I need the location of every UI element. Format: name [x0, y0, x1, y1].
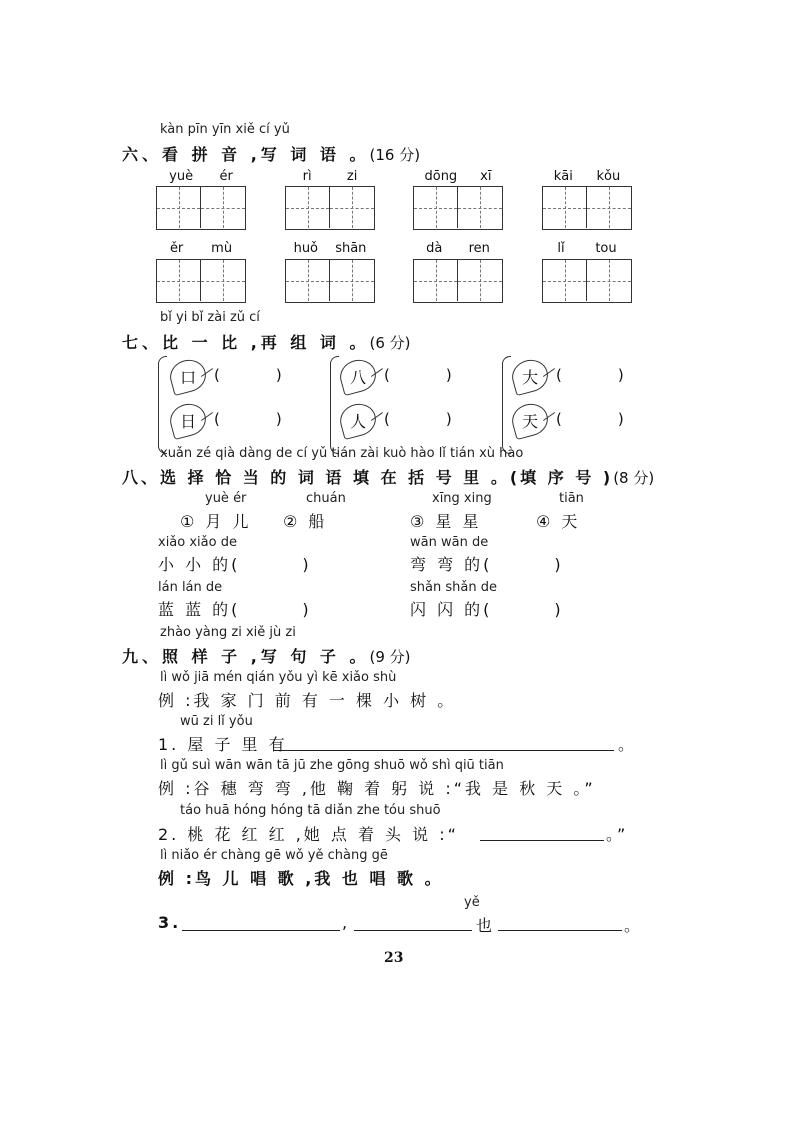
section9-heading — [122, 644, 411, 667]
word-pinyin: dà ren — [426, 241, 490, 256]
section6-pinyin: kàn pīn yīn xiě cí yǔ — [160, 122, 290, 137]
section9-title: 九、照 样 子 ,写 句 子 。 — [122, 647, 370, 666]
question1-text: 1. 屋 子 里 有 — [158, 735, 288, 754]
example3-pinyin: lì niǎo ér chàng gē wǒ yě chàng gē — [160, 848, 388, 863]
question3-ye: 也 — [476, 916, 496, 935]
example2-pinyin: lì gǔ suì wān wān tā jū zhe gōng shuō wǒ shì qiū tiān — [160, 758, 504, 773]
answer-line[interactable] — [480, 840, 604, 841]
section6-score: (16 分) — [369, 146, 421, 164]
example1-pinyin: lì wǒ jiā mén qián yǒu yì kē xiǎo shù — [160, 670, 397, 685]
answer-line[interactable] — [182, 930, 340, 931]
question1-pinyin: wū zi lǐ yǒu — [180, 714, 253, 729]
writing-grid[interactable] — [542, 259, 632, 303]
example1-sentence: 例 :我 家 门 前 有 一 棵 小 树 。 — [158, 691, 457, 710]
item-pinyin: xiǎo xiǎo de — [158, 535, 237, 550]
writing-grid[interactable] — [156, 259, 246, 303]
word-pinyin: kāi kǒu — [553, 169, 621, 184]
section9-score: (9 分) — [369, 648, 411, 666]
fill-item[interactable]: 小 小 的( ) — [158, 555, 312, 574]
writing-grid[interactable] — [285, 186, 375, 230]
writing-grid[interactable] — [285, 259, 375, 303]
section9-pinyin: zhào yàng zi xiě jù zi — [160, 625, 296, 640]
leaf-character: 天 — [508, 400, 551, 440]
section8-pinyin: xuǎn zé qià dàng de cí yǔ tián zài kuò hào lǐ tián xù hào — [160, 446, 524, 461]
question3-end: 。 — [624, 916, 644, 935]
option-item: ④ 天 — [536, 512, 581, 531]
option-pinyin: tiān — [559, 491, 584, 506]
question2-pinyin: táo huā hóng hóng tā diǎn zhe tóu shuō — [180, 803, 441, 818]
option-pinyin: xīng xing — [432, 491, 492, 506]
word-pinyin: lǐ tou — [557, 241, 617, 256]
answer-parens[interactable]: ( ) — [556, 366, 624, 384]
writing-grid[interactable] — [542, 186, 632, 230]
option-item: ③ 星 星 — [410, 512, 482, 531]
section8-title: 八、选 择 恰 当 的 词 语 填 在 括 号 里 。(填 序 号 ) — [122, 468, 614, 487]
word-pinyin: rì zi — [302, 169, 358, 184]
brace — [158, 356, 167, 454]
answer-parens[interactable]: ( ) — [556, 410, 624, 428]
section7-heading — [122, 330, 411, 353]
leaf-character: 人 — [336, 400, 379, 440]
fill-item[interactable]: 闪 闪 的( ) — [410, 600, 564, 619]
answer-parens[interactable]: ( ) — [384, 366, 452, 384]
word-pinyin: huǒ shān — [293, 241, 367, 256]
option-item: ② 船 — [283, 512, 328, 531]
fill-item[interactable]: 弯 弯 的( ) — [410, 555, 564, 574]
brace — [330, 356, 339, 454]
example3-sentence: 例 :鸟 儿 唱 歌 ,我 也 唱 歌 。 — [158, 869, 444, 888]
section8-heading — [122, 465, 654, 488]
question3-pinyin: yě — [464, 895, 480, 910]
answer-line[interactable] — [498, 930, 622, 931]
writing-grid[interactable] — [413, 186, 503, 230]
answer-parens[interactable]: ( ) — [214, 366, 282, 384]
section7-score: (6 分) — [369, 334, 411, 352]
fill-item[interactable]: 蓝 蓝 的( ) — [158, 600, 312, 619]
brace — [502, 356, 511, 454]
example2-sentence: 例 :谷 穗 弯 弯 ,他 鞠 着 躬 说 :“我 是 秋 天 。” — [158, 779, 596, 798]
word-pinyin: yuè ér — [169, 169, 233, 184]
item-pinyin: shǎn shǎn de — [410, 580, 497, 595]
question3-comma: , — [342, 913, 351, 932]
question2-text: 2. 桃 花 红 红 ,她 点 着 头 说 :“ — [158, 825, 459, 844]
answer-parens[interactable]: ( ) — [384, 410, 452, 428]
writing-grid[interactable] — [156, 186, 246, 230]
answer-line[interactable] — [354, 930, 472, 931]
leaf-character: 大 — [508, 356, 551, 396]
option-pinyin: yuè ér — [205, 491, 247, 506]
word-pinyin: ěr mù — [169, 241, 233, 256]
answer-line[interactable] — [274, 750, 614, 751]
question1-end: 。 — [618, 735, 638, 754]
word-pinyin: dōng xī — [424, 169, 492, 184]
page-number: 23 — [384, 950, 404, 966]
option-pinyin: chuán — [306, 491, 346, 506]
section8-score: (8 分) — [613, 469, 655, 487]
section7-title: 七、比 一 比 ,再 组 词 。 — [122, 333, 370, 352]
question2-end: 。” — [606, 825, 629, 844]
item-pinyin: wān wān de — [410, 535, 489, 550]
answer-parens[interactable]: ( ) — [214, 410, 282, 428]
leaf-character: 口 — [166, 356, 209, 396]
item-pinyin: lán lán de — [158, 580, 223, 595]
section7-pinyin: bǐ yi bǐ zài zǔ cí — [160, 310, 260, 325]
question3-number: 3. — [158, 913, 182, 932]
leaf-character: 日 — [166, 400, 209, 440]
section6-title: 六、看 拼 音 ,写 词 语 。 — [122, 145, 370, 164]
section6-heading — [122, 142, 420, 165]
option-item: ① 月 儿 — [180, 512, 252, 531]
writing-grid[interactable] — [413, 259, 503, 303]
leaf-character: 八 — [336, 356, 379, 396]
